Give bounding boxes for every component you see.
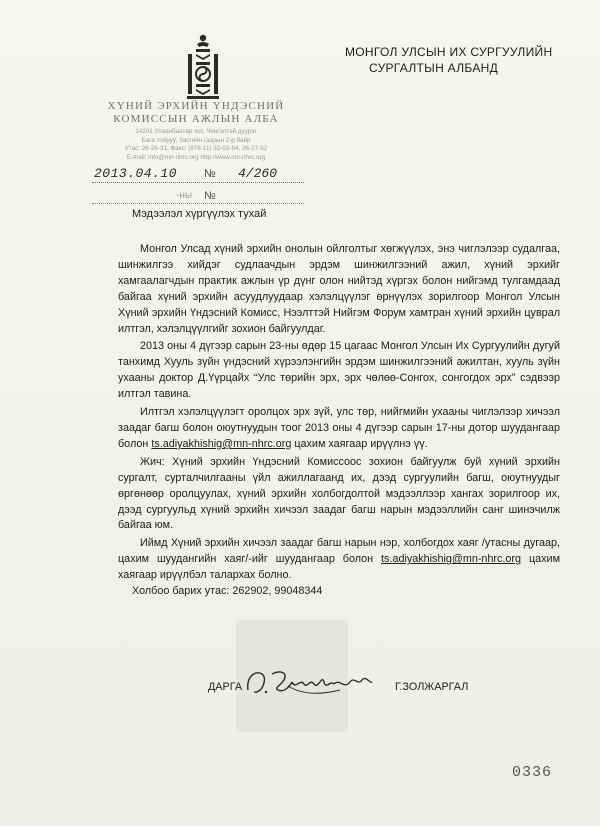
reference-row — [92, 190, 304, 206]
org-address-line-1: 14201 Улаанбаатар хот, Чингэлтэй дүүрэг — [135, 128, 257, 135]
org-name-line-2: КОМИССЫН АЖЛЫН АЛБА — [113, 113, 279, 125]
signatory-title: ДАРГА — [208, 681, 243, 693]
body-paragraph-2: 2013 оны 4 дүгээр сарын 23-ны өдөр 15 цагаас Монгол Улсын Их Сургуулийн дугуй танхимд Хууль зүйн үндэсний хүрээлэнгийн эрдэм шинжилгээний ажилтан, хууль зүйн ухааны доктор Д.Үүрцайх “Улс төрийн эрх, эрх чөлөө-Сонгох, сонгогдох эрх” сэдвээр илтгэл тавина. — [118, 340, 560, 401]
signatory-name: Г.ЗОЛЖАРГАЛ — [395, 681, 469, 693]
reference-number-label: № — [204, 190, 216, 202]
number-label: № — [204, 168, 216, 180]
handwritten-signature — [244, 660, 374, 704]
recipient-block — [345, 44, 575, 76]
date-number-row — [92, 166, 304, 184]
recipient-line-2: СУРГАЛТЫН АЛБАНД — [369, 61, 499, 75]
body-paragraph-3-tail: цахим хаягаар ирүүлнэ үү. — [291, 437, 428, 450]
org-contact-info — [96, 128, 296, 162]
letter-subject: Мэдээлэл хүргүүлэх тухай — [132, 208, 267, 220]
soyombo-emblem-icon — [183, 32, 223, 102]
org-name-line-1: ХҮНИЙ ЭРХИЙН ҮНДЭСНИЙ — [107, 100, 285, 112]
body-paragraph-5 — [118, 536, 560, 584]
reference-suffix: -ны — [176, 190, 193, 201]
date-dotted-line — [92, 182, 304, 183]
recipient-line-1: МОНГОЛ УЛСЫН ИХ СУРГУУЛИЙН — [345, 45, 553, 59]
body-paragraph-3-text: Илтгэл хэлэлцүүлэгт оролцох эрх зүй, улс төр, нийгмийн ухааны чиглэлээр хичээл заадаг багш болон оюутнуудын тоог 2013 оны 4 дүгээр сарын 17-ны дотор шуудангаар болон — [118, 406, 560, 450]
handwritten-number: 4/260 — [238, 166, 278, 181]
org-phone-line: Утас: 26-26-31, Факс: (976-11) 32-02-64, 26-27-52 — [124, 145, 268, 152]
body-paragraph-4: Жич: Хүний эрхийн Үндэсний Комиссоос зохион байгуулж буй хүний эрхийн сургалт, сурталчилгааны үйл ажиллагаанд их, дээд сургуулийн багш, оюутнуудыг өргөнөөр оролцуулах, хүний эрхийн холбогдолтой мэдээллээр хангах зорилгоор их, дээд сургуульд хүний эрхийн хичээл заадаг багш нарын мэдээллийн санг шинэчилж байгаа юм. — [118, 455, 560, 532]
handwritten-date: 2013.04.10 — [94, 166, 178, 181]
page-number: 0336 — [512, 764, 553, 781]
body-paragraph-5-tail: цахим хаягаар ирүүлбэл талархах болно. — [118, 553, 560, 582]
org-address-line-2: Бага тойруу, Засгийн газрын 2-р байр — [141, 136, 251, 144]
letter-body — [118, 242, 560, 584]
body-paragraph-3 — [118, 405, 560, 453]
contact-phone: Холбоо барих утас: 262902, 99048344 — [132, 585, 323, 597]
body-paragraph-1: Монгол Улсад хүний эрхийн онолын ойлголтыг хөгжүүлэх, энэ чиглэлээр судалгаа, шинжилгээ хийдэг судлаачдын эрдэм шинжилгээний ажил, хүний эрхийг хамгаалагчдын практик ажлын үр дүнг олон нийтэд хүргэх болон нийгэмд тулгамдаад байгаа хүний эрхийн асуудлуудаар хэлэлцүүлэг өрнүүлэх зорилгоор Монгол Улсын Хүний эрхийн Үндэсний Комисс, Нээлттэй Нийгэм Форум хамтран хүний эрхийн цуврал илтгэл, хэлэлцүүлгийг зохион байгуулдаг. — [118, 243, 560, 335]
email-link[interactable]: ts.adiyakhishig@mn-nhrc.org — [151, 437, 292, 450]
org-email-line: E-mail: info@mn-nhrc.org http://www.mn-nhrc.org — [126, 153, 266, 161]
org-header — [96, 100, 296, 162]
email-link-2[interactable]: ts.adiyakhishig@mn-nhrc.org — [381, 553, 522, 566]
body-paragraph-5-text: Иймд Хүний эрхийн хичээл заадаг багш нарын нэр, холбогдох хаяг /утасны дугаар, цахим шуудангийн хаяг/-ийг шуудангаар болон — [118, 537, 560, 566]
reference-dotted-line — [92, 203, 304, 204]
